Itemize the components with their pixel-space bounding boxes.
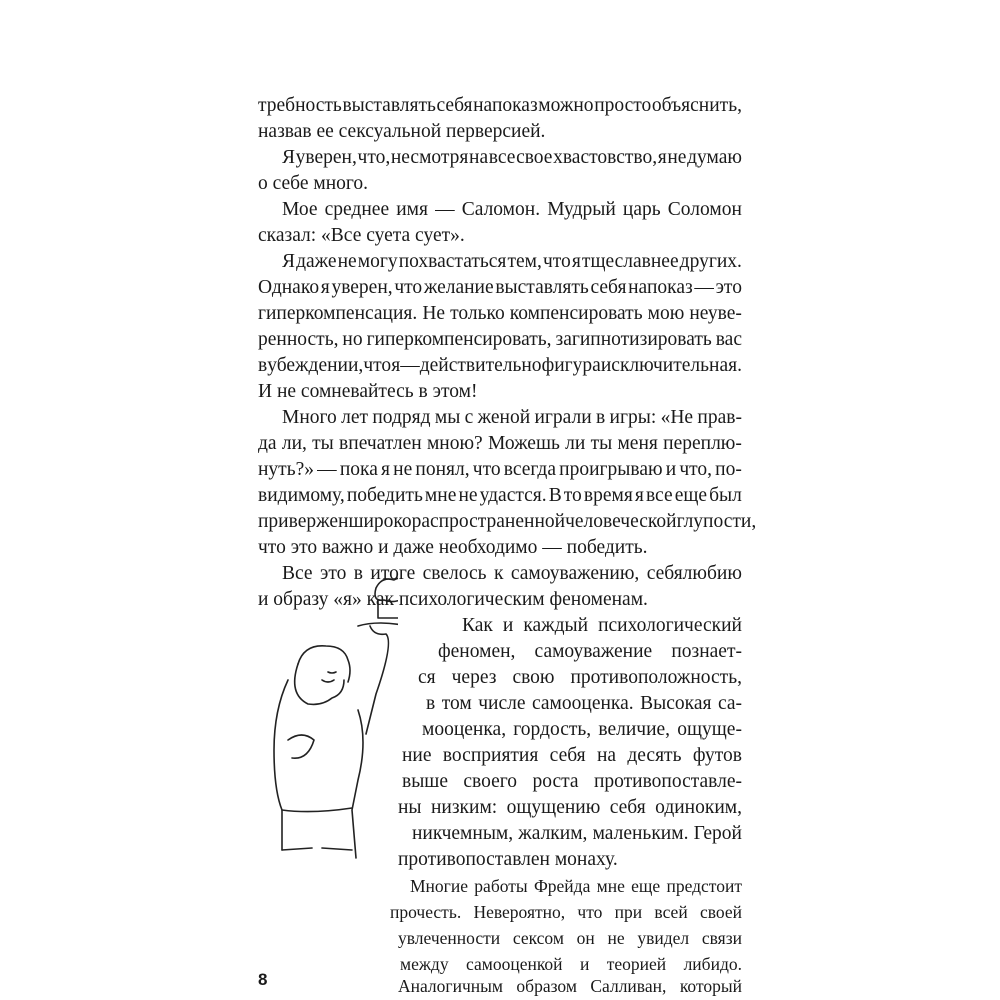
- text-line: в убеждении, что я — действительно фигура исключительная.: [258, 355, 742, 376]
- text-line: и образу «я» как психологическим феноменам.: [258, 589, 648, 610]
- text-line: сказал: «Все суета сует».: [258, 225, 465, 246]
- text-line: Мое среднее имя — Саломон. Мудрый царь Соломон: [282, 199, 742, 220]
- text-line: феномен, самоуважение познает-: [438, 641, 742, 662]
- text-line: Однако я уверен, что желание выставлять себя напоказ — это: [258, 277, 742, 298]
- text-line: видимому, победить мне не удастся. В то время я все еще был: [258, 485, 742, 506]
- text-line: ны низким: ощущению себя одиноким,: [398, 797, 742, 818]
- text-line: И не сомневайтесь в этом!: [258, 381, 478, 402]
- text-line: Как и каждый психологический: [462, 615, 742, 636]
- text-line: о себе много.: [258, 173, 369, 194]
- text-line: ренность, но гиперкомпенсировать, загипнотизировать вас: [258, 329, 742, 350]
- page-number: 8: [258, 970, 268, 989]
- text-line: между самооценкой и теорией либидо.: [400, 954, 742, 974]
- text-line: увлеченности сексом он не увидел связи: [398, 928, 742, 948]
- text-line: требность выставлять себя напоказ можно просто объяснить,: [258, 95, 742, 116]
- text-line: выше своего роста противопоставле-: [402, 771, 742, 792]
- text-line: ся через свою противоположность,: [418, 667, 742, 688]
- text-line: Многие работы Фрейда мне еще предстоит: [410, 876, 742, 896]
- text-line: да ли, ты впечатлен мною? Можешь ли ты меня переплю-: [258, 433, 742, 454]
- text-line: Много лет подряд мы с женой играли в игры: «Не прав-: [282, 407, 742, 428]
- text-line: мооценка, гордость, величие, ощуще-: [422, 719, 742, 740]
- text-line: привержен широко распространенной человеческой глупости,: [258, 511, 757, 532]
- text-line: в том числе самооценка. Высокая са-: [426, 693, 742, 714]
- text-line: Все это в итоге свелось к самоуважению, себялюбию: [282, 563, 742, 584]
- text-line: Я уверен, что, несмотря на все свое хвастовство, я не думаю: [282, 147, 742, 168]
- text-line: ние восприятия себя на десять футов: [402, 745, 742, 766]
- text-line: противопоставлен монаху.: [398, 849, 618, 870]
- text-line: никчемным, жалким, маленьким. Герой: [412, 823, 742, 844]
- text-line: Аналогичным образом Салливан, который: [398, 976, 742, 996]
- text-line: Я даже не могу похвастаться тем, что я тщеславнее других.: [282, 251, 742, 272]
- text-line: назвав ее сексуальной перверсией.: [258, 121, 546, 142]
- text-line: нуть?» — пока я не понял, что всегда проигрываю и что, по-: [258, 459, 742, 480]
- text-line: гиперкомпенсация. Не только компенсировать мою неуве-: [258, 303, 742, 324]
- text-line: прочесть. Невероятно, что при всей своей: [390, 902, 742, 922]
- text-line: что это важно и даже необходимо — победить.: [258, 537, 648, 558]
